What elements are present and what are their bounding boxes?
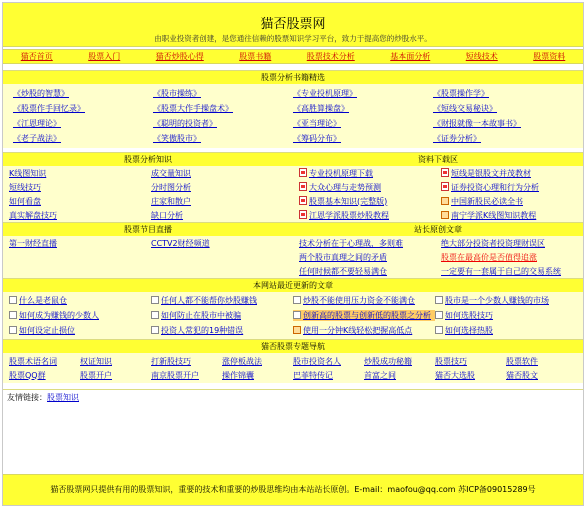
book-link[interactable]: 《江恩理论》 (13, 119, 61, 128)
list-row (9, 166, 293, 180)
list-row (9, 323, 577, 338)
friend-links-label: 友情链接： (7, 393, 47, 402)
nav-books[interactable]: 股票书籍 (239, 52, 272, 61)
document-icon (435, 326, 443, 334)
pdf-icon (441, 182, 449, 191)
footer-text: 猫否股票网只提供有用的股票知识，重要的技术和重要的炒股思维均由本站站长原创。E-mail：maofou@qq.com 苏ICP备09015289号 (50, 485, 536, 494)
pdf-icon (299, 168, 307, 177)
topic-link[interactable]: 猫否股文 (506, 370, 538, 380)
image-icon (441, 197, 449, 205)
download-item[interactable]: 短线是银股文并茂教材 (441, 168, 583, 179)
book-link[interactable]: 《高胜算操盘》 (293, 104, 349, 113)
live-original-title-bar (3, 222, 583, 236)
downloads-list (293, 166, 583, 222)
original-list (293, 236, 583, 278)
article-link[interactable]: 一定要有一套属于自己的交易系统 (441, 266, 561, 276)
list-row (9, 180, 293, 194)
recent-article[interactable]: 如何选股技巧 (435, 310, 577, 321)
list-row (299, 194, 583, 208)
nav-home[interactable]: 猫否首页 (20, 52, 53, 61)
recent-article[interactable]: 炒股不能使用压力资金不能满仓 (293, 295, 435, 306)
book-link[interactable]: 《老子战法》 (13, 134, 61, 143)
recent-article[interactable]: 如何防止在股市中被骗 (151, 310, 293, 321)
download-item[interactable]: 大众心理与走势预测 (299, 182, 441, 193)
knowledge-link[interactable]: 真实解盘技巧 (9, 210, 57, 220)
list-row (9, 194, 293, 208)
site-header (3, 3, 583, 47)
live-link[interactable]: CCTV2财经频道 (151, 238, 210, 248)
book-link[interactable]: 《聪明的投资者》 (153, 119, 217, 128)
nav-experience[interactable]: 猫否炒股心得 (155, 52, 204, 61)
topic-link[interactable]: 打新股技巧 (151, 356, 191, 366)
knowledge-link[interactable]: 短线技巧 (9, 182, 41, 192)
recent-section-title: 本网站最近更新的文章 (3, 278, 583, 292)
topic-link[interactable]: 首富之间 (364, 370, 396, 380)
recent-article[interactable]: 使用一分钟K线轻松把握高低点 (293, 325, 435, 336)
nav-technical[interactable]: 股票技术分析 (306, 52, 355, 61)
document-icon (151, 311, 159, 319)
book-link[interactable]: 《专业投机原理》 (293, 89, 357, 98)
topic-link[interactable]: 股票术语名词 (9, 356, 57, 366)
books-section-title: 股票分析书籍精选 (3, 70, 583, 84)
knowledge-link[interactable]: 成交量知识 (151, 168, 191, 178)
topic-link[interactable]: 操作锦囊 (222, 370, 254, 380)
pdf-icon (441, 168, 449, 177)
live-section-title: 股票节目直播 (124, 225, 172, 234)
list-row (299, 166, 583, 180)
books-row (13, 116, 573, 131)
book-link[interactable]: 《炒股的智慧》 (13, 89, 69, 98)
books-row (13, 101, 573, 116)
list-row (9, 368, 577, 382)
nav-fundamental[interactable]: 基本面分析 (390, 52, 431, 61)
book-link[interactable]: 《股票操作学》 (433, 89, 489, 98)
book-link[interactable]: 《短线交易秘诀》 (433, 104, 497, 113)
knowledge-list (3, 166, 293, 222)
knowledge-downloads-panel (3, 166, 583, 222)
book-link[interactable]: 《股市操练》 (153, 89, 201, 98)
knowledge-section-title: 股票分析知识 (124, 155, 172, 164)
knowledge-link[interactable]: 如何看盘 (9, 196, 41, 206)
list-row (299, 264, 583, 278)
topic-link[interactable]: 股市投资名人 (293, 356, 341, 366)
book-link[interactable]: 《筹码分布》 (293, 134, 341, 143)
pdf-icon (299, 196, 307, 205)
article-link[interactable]: 技术分析在于心理战，多则难 (299, 238, 403, 248)
article-link[interactable]: 两个股市真理之间的矛盾 (299, 252, 387, 262)
live-link[interactable]: 第一财经直播 (9, 238, 57, 248)
books-row (13, 131, 573, 146)
page (2, 2, 584, 506)
topic-link[interactable]: 股票软件 (506, 356, 538, 366)
list-row (9, 236, 293, 250)
books-row (13, 86, 573, 101)
original-section-title: 站长原创文章 (414, 225, 462, 234)
document-icon (9, 326, 17, 334)
document-icon (9, 311, 17, 319)
article-link-highlight[interactable]: 股票在最高价是否值得追涨 (441, 252, 537, 262)
topic-link[interactable]: 股票开户 (80, 370, 112, 380)
site-subtitle: 由职业投资者创建，是您通往信赖的股票知识学习平台，致力于提高您的炒股水平。 (154, 34, 432, 43)
list-row (299, 250, 583, 264)
topic-link[interactable]: 南京股票开户 (151, 370, 199, 380)
book-link[interactable]: 《亚当理论》 (293, 119, 341, 128)
article-link[interactable]: 任何时候都不要轻易满仓 (299, 266, 387, 276)
book-link[interactable]: 《财报就像一本故事书》 (433, 119, 521, 128)
recent-article[interactable]: 什么是老鼠仓 (9, 295, 151, 306)
book-link[interactable]: 《笑傲股市》 (153, 134, 201, 143)
download-item[interactable]: 股票基本知识(完整版) (299, 196, 441, 207)
document-icon (151, 326, 159, 334)
site-footer (3, 474, 583, 505)
topic-link[interactable]: 猫否大选股 (435, 370, 475, 380)
topic-link[interactable]: 权证知识 (80, 356, 112, 366)
document-icon (293, 311, 301, 319)
topics-section-title: 猫否股票专题导航 (3, 339, 583, 353)
document-icon (435, 296, 443, 304)
download-item[interactable]: 专业投机原理下载 (299, 168, 441, 179)
recent-article[interactable]: 任何人都不能帮你炒股赚钱 (151, 295, 293, 306)
topics-nav (3, 353, 583, 383)
list-row (9, 308, 577, 323)
knowledge-link[interactable]: 分时图分析 (151, 182, 191, 192)
main-nav (3, 49, 583, 64)
download-item[interactable]: 中国新股民必读全书 (441, 196, 583, 207)
downloads-section-title: 资料下载区 (418, 155, 458, 164)
site-title: 猫否股票网 (260, 17, 326, 32)
friend-link[interactable]: 股票知识 (47, 393, 79, 402)
document-icon (151, 296, 159, 304)
topic-link[interactable]: 股票QQ群 (9, 370, 46, 380)
friend-links (3, 389, 583, 406)
list-row (9, 264, 293, 278)
list-row (9, 250, 293, 264)
recent-articles (3, 292, 583, 339)
book-link[interactable]: 《证券分析》 (433, 134, 481, 143)
document-icon (9, 296, 17, 304)
list-row (9, 354, 577, 368)
recent-article[interactable]: 如何成为赚钱的少数人 (9, 310, 151, 321)
recent-article[interactable]: 如何选择热股 (435, 325, 577, 336)
nav-materials[interactable]: 股票资料 (533, 52, 566, 61)
article-link[interactable]: 绝大部分投资者投资理财误区 (441, 238, 545, 248)
topic-link[interactable]: 股票技巧 (435, 356, 467, 366)
list-row (299, 236, 583, 250)
knowledge-link[interactable]: 缺口分析 (151, 210, 183, 220)
pdf-icon (299, 210, 307, 219)
knowledge-downloads-title-bar (3, 152, 583, 166)
pdf-icon (299, 182, 307, 191)
download-item[interactable]: 证券投资心理和行为分析 (441, 182, 583, 193)
book-link[interactable]: 《股票作手回忆录》 (13, 104, 85, 113)
list-row (9, 293, 577, 308)
recent-article[interactable]: 投资人常犯的19种错误 (151, 325, 293, 336)
list-row (9, 208, 293, 222)
image-icon (441, 211, 449, 219)
live-original-panel (3, 236, 583, 278)
download-item[interactable]: 南宁学派K线图知识教程 (441, 210, 583, 221)
list-row (299, 180, 583, 194)
topic-link[interactable]: 涨停板战法 (222, 356, 262, 366)
live-list (3, 236, 293, 278)
knowledge-link[interactable]: K线图知识 (9, 168, 47, 178)
list-row (299, 208, 583, 222)
recent-article[interactable]: 股市是一个少数人赚钱的市场 (435, 295, 577, 306)
nav-beginner[interactable]: 股票入门 (88, 52, 121, 61)
topic-link[interactable]: 巴菲特传记 (293, 370, 333, 380)
nav-shortterm[interactable]: 短线技术 (465, 52, 498, 61)
recent-article-highlight[interactable]: 创新高的股票与创新低的股票之分析 (293, 310, 435, 321)
topic-link[interactable]: 炒股成功秘籍 (364, 356, 412, 366)
knowledge-link[interactable]: 庄家和散户 (151, 196, 191, 206)
document-icon (435, 311, 443, 319)
books-grid (3, 84, 583, 148)
image-icon (293, 326, 301, 334)
book-link[interactable]: 《股票大作手操盘术》 (153, 104, 233, 113)
recent-article[interactable]: 如何设定止损位 (9, 325, 151, 336)
download-item[interactable]: 江恩学派股票炒股教程 (299, 210, 441, 221)
document-icon (293, 296, 301, 304)
